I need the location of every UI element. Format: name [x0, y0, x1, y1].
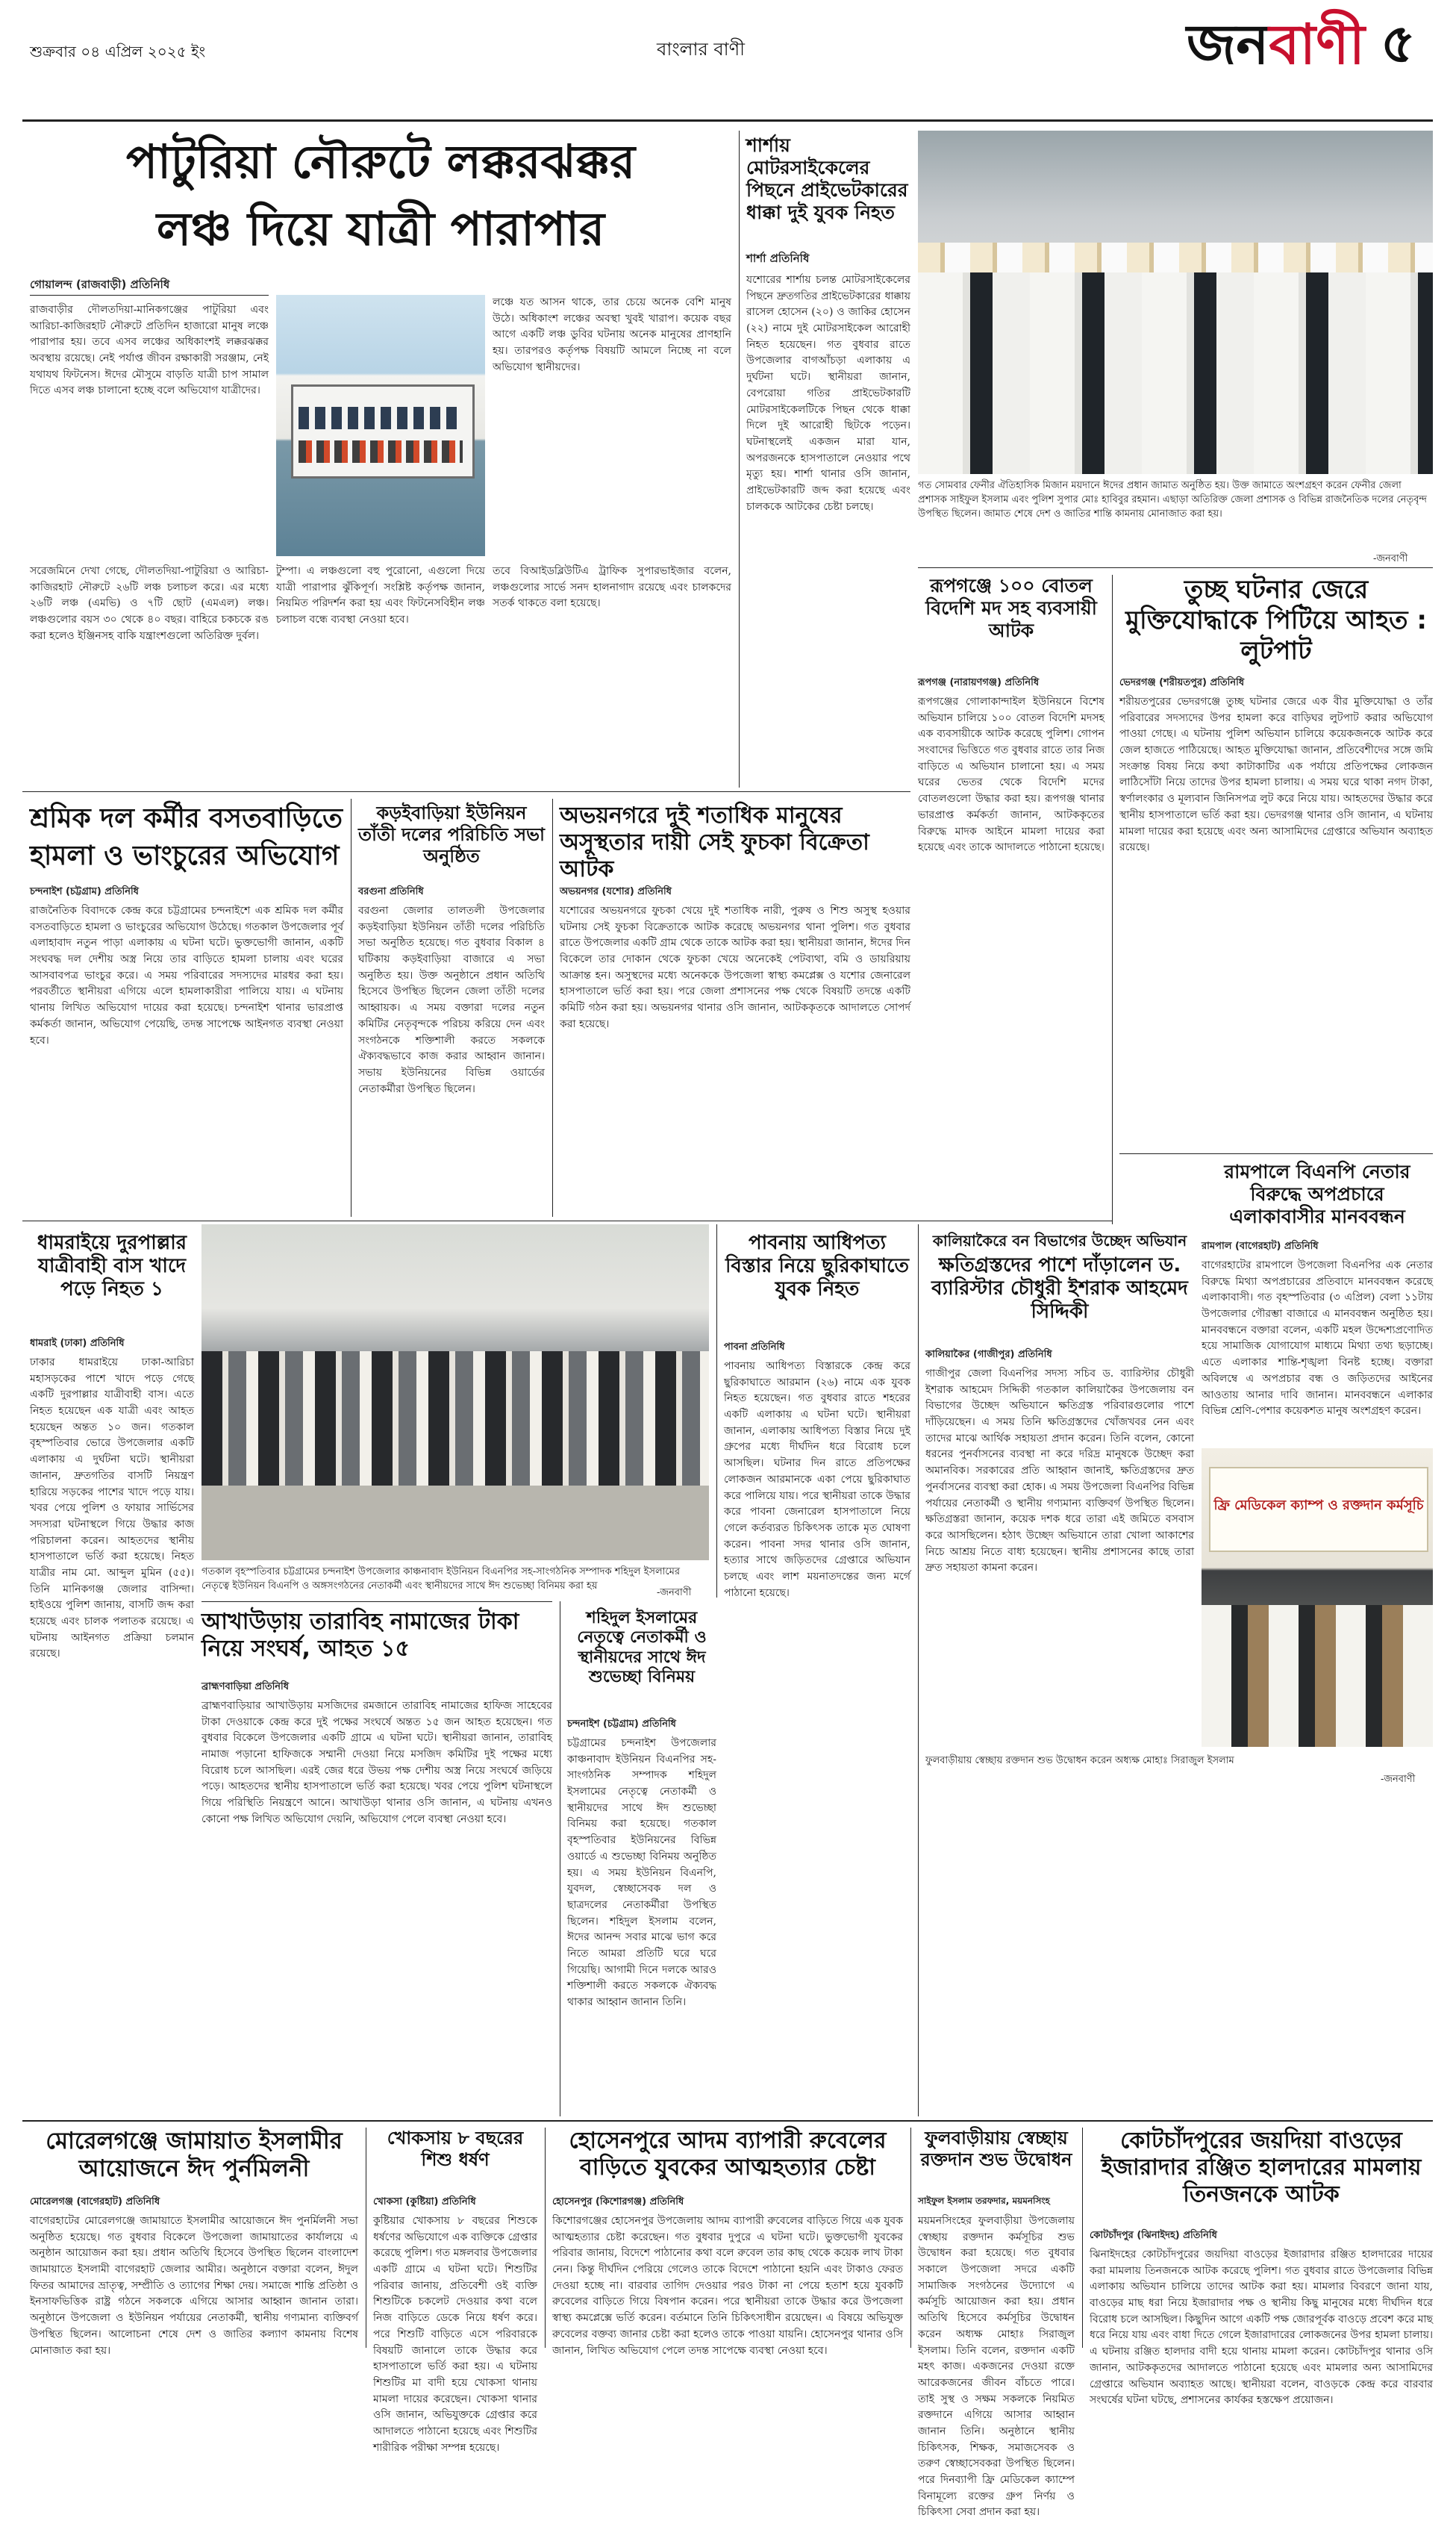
- byline-weavers: বরগুনা প্রতিনিধি: [358, 886, 424, 897]
- eid-prayer-photo: [918, 131, 1433, 474]
- byline-forest: কালিয়াকৈর (গাজীপুর) প্রতিনিধি: [925, 1349, 1052, 1360]
- headline-weavers: কড়ইবাড়িয়া ইউনিয়ন তাঁতী দলের পরিচিতি সভা অনুষ্ঠিত: [358, 803, 545, 867]
- column-rule: [918, 1224, 919, 2116]
- byline-fuchka: অভয়নগর (যশোর) প্রতিনিধি: [560, 886, 672, 897]
- byline-child: খোকসা (কুষ্টিয়া) প্রতিনিধি: [373, 2196, 476, 2207]
- headline-suicide: হোসেনপুরে আদম ব্যাপারী রুবেলের বাড়িতে যুবকের আত্মহত্যার চেষ্টা: [569, 2128, 887, 2181]
- headline-jamaat: মোরেলগঞ্জে জামায়াত ইসলামীর আয়োজনে ঈদ পুর্নমিলনী: [46, 2128, 343, 2183]
- byline-veteran: ভেদরগঞ্জ (শরীয়তপুর) প্রতিনিধি: [1119, 677, 1245, 688]
- blood-donation-photo: [1202, 1448, 1433, 1747]
- stab-body: পাবনায় আধিপত্য বিস্তারকে কেন্দ্র করে ছুরিকাঘাতে আরমান (২৬) নামে এক যুবক নিহত হয়েছেন। গত বুধবার রাতে শহরের একটি এলাকায় এ ঘটনা ঘটে। স্থানীয়রা জানান, এলাকায় আধিপত্য বিস্তার নিয়ে দুই গ্রুপের মধ্যে দীর্ঘদিন ধরে বিরোধ চলে আসছিল। ঘটনার দিন রাতে প্রতিপক্ষের লোকজন আরমানকে একা পেয়ে ছুরিকাঘাত করে পালিয়ে যায়। পরে স্থানীয়রা তাকে উদ্ধার করে পাবনা জেনারেল হাসপাতালে নিয়ে গেলে কর্তব্যরত চিকিৎসক তাকে মৃত ঘোষণা করেন। পাবনা সদর থানার ওসি জানান, হত্যার সাথে জড়িতদের গ্রেপ্তারে অভিযান চলছে এবং লাশ ময়নাতদন্তের জন্য মর্গে পাঠানো হয়েছে।: [724, 1360, 910, 1599]
- logo-part-2: বাণী: [1269, 13, 1365, 77]
- ferry-body-2: সরেজমিনে দেখা গেছে, দৌলতদিয়া-পাটুরিয়া ও আরিচা-কাজিরহাট নৌরুটে ২৬টি লঞ্চ চলাচল করে। এর মধ্যে ২৬টি লঞ্চ (এমভি) ও ৭টি ছোট (এমএল) লঞ্চ। লঞ্চগুলোর বয়স ৩০ থেকে ৪০ বছর। বাহিরে চকচকে রঙ করা হলেও ইঞ্জিনসহ বাকি যন্ত্রাংশগুলো অতিরিক্ত দুর্বল।: [30, 565, 269, 642]
- issue-date: শুক্রবার ০৪ এপ্রিল ২০২৫ ইং: [30, 43, 206, 60]
- headline-shahidul: শহিদুল ইসলামের নেতৃত্বে নেতাকর্মী ও স্থানীয়দের সাথে ঈদ শুভেচ্ছা বিনিময়: [577, 1609, 707, 1687]
- byline-blood: সাইফুল ইসলাম তরফদার, ময়মনসিংহ: [918, 2196, 1050, 2206]
- liquor-body: রূপগঞ্জের গোলাকান্দাইল ইউনিয়নে বিশেষ অভিযান চালিয়ে ১০০ বোতল বিদেশি মদসহ এক ব্যবসায়ীকে আটক করেছে পুলিশ। গোপন সংবাদের ভিত্তিতে গত বুধবার রাতে তার নিজ বাড়িতে এ অভিযান চালানো হয়। এ সময় ঘরের ভেতর থেকে বিদেশি মদের বোতলগুলো উদ্ধার করা হয়। রূপগঞ্জ থানার ভারপ্রাপ্ত কর্মকর্তা জানান, আটককৃতের বিরুদ্ধে মাদক আইনে মামলা দায়ের করা হয়েছে এবং তাকে আদালতে পাঠানো হয়েছে।: [918, 696, 1105, 854]
- headline-blood: ফুলবাড়ীয়ায় স্বেচ্ছায় রক্তদান শুভ উদ্বোধন: [920, 2128, 1072, 2170]
- headline-veteran: তুচ্ছ ঘটনার জেরে মুক্তিযোদ্ধাকে পিটিয়ে আহত : লুটপাট: [1125, 575, 1427, 666]
- section-rule: [918, 567, 1433, 568]
- eid-prayer-caption: গত সোমবার ফেনীর ঐতিহাসিক মিজান ময়দানে ঈদের প্রধান জামাত অনুষ্ঠিত হয়। উক্ত জামাতে অংশগ্রহণ করেন ফেনীর জেলা প্রশাসক সাইফুল ইসলাম এবং পুলিশ সুপার মোঃ হাবিবুর রহমান। এছাড়া অতিরিক্ত জেলা প্রশাসক ও বিভিন্ন রাজনৈতিক দলের নেতৃবৃন্দ উপস্থিত ছিলেন। জামাত শেষে দেশ ও জাতির শান্তি কামনায় মোনাজাত করা হয়।: [918, 480, 1427, 520]
- byline-bus: ধামরাই (ঢাকা) প্রতিনিধি: [30, 1338, 125, 1349]
- byline-taraweeh: ব্রাহ্মণবাড়িয়া প্রতিনিধি: [201, 1681, 290, 1692]
- byline-worker: চন্দনাইশ (চট্টগ্রাম) প্রতিনিধি: [30, 886, 139, 897]
- column-rule: [552, 799, 553, 1217]
- eid-prayer-credit: -জনবাণী: [1373, 553, 1408, 564]
- human-chain-photo: [201, 1224, 709, 1560]
- column-rule: [716, 1224, 717, 1598]
- page-number: ৫: [1381, 12, 1416, 75]
- ferry-body-4: টুম্পা। এ লঞ্চগুলো বহু পুরোনো, এগুলো দিয়ে যাত্রী পারাপার ঝুঁকিপূর্ণ। সংশ্লিষ্ট কর্তৃপক্ষ জানান, নিয়মিত পরিদর্শন করা হয় এবং ফিটনেসবিহীন লঞ্চ চলাচল বন্ধে ব্যবস্থা নেওয়া হবে।: [276, 565, 485, 626]
- human-chain-caption: গতকাল বৃহস্পতিবার চট্টগ্রামের চন্দনাইশ উপজেলার কাঞ্চনাবাদ ইউনিয়ন বিএনপির সহ-সাংগঠনিক সম্পাদক শহিদুল ইসলামের নেতৃত্বে ইউনিয়ন বিএনপি ও অঙ্গসংগঠনের নেতাকর্মী এবং স্থানীয়দের সাথে ঈদ শুভেচ্ছা বিনিময় করা হয়: [201, 1566, 681, 1592]
- ferry-body-1: রাজবাড়ীর দৌলতদিয়া-মানিকগঞ্জের পাটুরিয়া এবং আরিচা-কাজিরহাট নৌরুটে প্রতিদিন হাজারো মানুষ লঞ্চে পারাপার হয়। তবে এসব লঞ্চের অধিকাংশই লক্করঝক্কর অবস্থায় রয়েছে। নেই পর্যাপ্ত জীবন রক্ষাকারী সরঞ্জাম, নেই যথাযথ ফিটনেস। ঈদের মৌসুমে বাড়তি যাত্রী চাপ সামাল দিতে এসব লঞ্চ চালানো হচ্ছে বলে অভিযোগ যাত্রীদের।: [30, 304, 269, 397]
- weavers-body: বরগুনা জেলার তালতলী উপজেলার কড়ইবাড়িয়া ইউনিয়ন তাঁতী দলের পরিচিতি সভা অনুষ্ঠিত হয়েছে। গত বুধবার বিকাল ৪ ঘটিকায় কড়ইবাড়িয়া বাজারে এ সভা অনুষ্ঠিত হয়। উক্ত অনুষ্ঠানে প্রধান অতিথি হিসেবে উপস্থিত ছিলেন জেলা তাঁতী দলের আহ্বায়ক। এ সময় বক্তারা দলের নতুন কমিটির নেতৃবৃন্দকে পরিচয় করিয়ে দেন এবং সংগঠনকে শক্তিশালী করতে সকলকে ঐক্যবদ্ধভাবে কাজ করার আহ্বান জানান। সভায় ইউনিয়নের বিভিন্ন ওয়ার্ডের নেতাকর্মীরা উপস্থিত ছিলেন।: [358, 905, 545, 1095]
- headline-taraweeh: আখাউড়ায় তারাবিহ নামাজের টাকা নিয়ে সংঘর্ষ, আহত ১৫: [201, 1609, 519, 1662]
- headline-ferry-1: পাটুরিয়া নৌরুটে লক্করঝক্কর: [125, 134, 636, 189]
- headline-child: খোকসায় ৮ বছরের শিশু ধর্ষণ: [387, 2128, 524, 2170]
- headline-liquor: রূপগঞ্জে ১০০ বোতল বিদেশি মদ সহ ব্যবসায়ী আটক: [925, 575, 1097, 641]
- taraweeh-body: ব্রাহ্মণবাড়িয়ার আখাউড়ায় মসজিদের রমজানে তারাবিহ নামাজের হাফিজ সাহেবের টাকা দেওয়াকে কেন্দ্র করে দুই পক্ষের সংঘর্ষে অন্তত ১৫ জন আহত হয়েছেন। গত বুধবার বিকেলে উপজেলার একটি গ্রামে এ ঘটনা ঘটে। স্থানীয়রা জানান, তারাবিহ নামাজ পড়ানো হাফিজকে সম্মানী দেওয়া নিয়ে মসজিদ কমিটির দুই পক্ষের মধ্যে বিরোধ চলে আসছিল। এরই জের ধরে উভয় পক্ষ দেশীয় অস্ত্র নিয়ে সংঘর্ষে জড়িয়ে পড়ে। আহতদের স্থানীয় হাসপাতালে ভর্তি করা হয়েছে। খবর পেয়ে পুলিশ ঘটনাস্থলে গিয়ে পরিস্থিতি নিয়ন্ত্রণে আনে। আখাউড়া থানার ওসি জানান, এ ঘটনায় এখনও কোনো পক্ষ লিখিত অভিযোগ দেয়নি, অভিযোগ পেলে ব্যবস্থা নেওয়া হবে।: [201, 1700, 552, 1825]
- headline-bus: ধামরাইয়ে দুরপাল্লার যাত্রীবাহী বাস খাদে পড়ে নিহত ১: [37, 1232, 187, 1301]
- byline-liquor: রূপগঞ্জ (নারায়ণগঞ্জ) প্রতিনিধি: [918, 677, 1040, 688]
- headline-ferry-2: লঞ্চ দিয়ে যাত্রী পারাপার: [156, 202, 605, 256]
- ferry-photo: [276, 295, 485, 556]
- byline-suicide: হোসেনপুর (কিশোরগঞ্জ) প্রতিনিধি: [552, 2196, 684, 2207]
- kicker-forest: কালিয়াকৈরে বন বিভাগের উচ্ছেদ অভিযান: [932, 1232, 1187, 1250]
- column-rule: [739, 131, 740, 788]
- column-rule: [545, 2128, 546, 2348]
- ferry-body-5: তবে বিআইডব্লিউটিএ ট্রাফিক সুপারভাইজার বলেন, লঞ্চগুলোর সার্ভে সনদ হালনাগাদ রয়েছে এবং চালকদের সতর্ক থাকতে বলা হয়েছে।: [493, 565, 731, 610]
- headline-worker-1: শ্রমিক দল কর্মীর বসতবাড়িতে: [30, 803, 343, 834]
- newspaper-logo[interactable]: [1187, 15, 1365, 75]
- section-rule: [22, 2120, 1433, 2122]
- forest-body: গাজীপুর জেলা বিএনপির সদস্য সচিব ড. ব্যারিস্টার চৌধুরী ইশরাক আহমেদ সিদ্দিকী গতকাল কালিয়াকৈর উপজেলায় বন বিভাগের উচ্ছেদ অভিযানে ক্ষতিগ্রস্ত পরিবারগুলোর পাশে দাঁড়িয়েছেন। এ সময় তিনি ক্ষতিগ্রস্তদের খোঁজখবর নেন এবং তাদের মাঝে আর্থিক সহায়তা প্রদান করেন। তিনি বলেন, কোনো ধরনের পুনর্বাসনের ব্যবস্থা না করে দরিদ্র মানুষকে উচ্ছেদ করা অমানবিক। সরকারের প্রতি আহ্বান জানাই, ক্ষতিগ্রস্তদের দ্রুত পুনর্বাসনের ব্যবস্থা করা হোক। এ সময় উপজেলা বিএনপির বিভিন্ন পর্যায়ের নেতাকর্মী ও স্থানীয় গণ্যমান্য ব্যক্তিবর্গ উপস্থিত ছিলেন। ক্ষতিগ্রস্তরা জানান, কয়েক দশক ধরে তারা এই জমিতে বসবাস করে আসছিলেন। হঠাৎ উচ্ছেদ অভিযানে তারা খোলা আকাশের নিচে আশ্রয় নিতে বাধ্য হয়েছেন। স্থানীয় প্রশাসনের কাছে তারা দ্রুত সহায়তা কামনা করেন।: [925, 1368, 1194, 1574]
- bike-body: যশোরের শার্শায় চলন্ত মোটরসাইকেলের পিছনে দ্রুতগতির প্রাইভেটকারের ধাক্কায় রাসেল হোসেন (২০) ও জাকির হোসেন (২২) নামে দুই মোটরসাইকেল আরোহী নিহত হয়েছেন। গত বুধবার রাতে উপজেলার বাগআঁচড়া এলাকায় এ দুর্ঘটনা ঘটে। স্থানীয়রা জানান, বেপরোয়া গতির প্রাইভেটকারটি মোটরসাইকেলটিকে পিছন থেকে ধাক্কা দিলে দুই আরোহী ছিটকে পড়েন। ঘটনাস্থলেই একজন মারা যান, অপরজনকে হাসপাতালে নেওয়ার পথে মৃত্যু হয়। শার্শা থানার ওসি জানান, প্রাইভেটকারটি জব্দ করা হয়েছে এবং চালককে আটকের চেষ্টা চলছে।: [746, 274, 910, 513]
- headline-forest: ক্ষতিগ্রস্তদের পাশে দাঁড়ালেন ড. ব্যারিস্টার চৌধুরী ইশরাক আহমেদ সিদ্দিকী: [931, 1254, 1188, 1324]
- blood-body: ময়মনসিংহের ফুলবাড়ীয়া উপজেলায় স্বেচ্ছায় রক্তদান কর্মসূচির শুভ উদ্বোধন করা হয়েছে। গত বুধবার সকালে উপজেলা সদরে একটি সামাজিক সংগঠনের উদ্যোগে এ কর্মসূচি আয়োজন করা হয়। প্রধান অতিথি হিসেবে কর্মসূচির উদ্বোধন করেন অধ্যক্ষ মোহাঃ সিরাজুল ইসলাম। তিনি বলেন, রক্তদান একটি মহৎ কাজ। একজনের দেওয়া রক্তে আরেকজনের জীবন বাঁচতে পারে। তাই সুস্থ ও সক্ষম সকলকে নিয়মিত রক্তদানে এগিয়ে আসার আহ্বান জানান তিনি। অনুষ্ঠানে স্থানীয় চিকিৎসক, শিক্ষক, সমাজসেবক ও তরুণ স্বেচ্ছাসেবকরা উপস্থিত ছিলেন। পরে দিনব্যাপী ফ্রি মেডিকেল ক্যাম্পে বিনামূল্যে রক্তের গ্রুপ নির্ণয় ও চিকিৎসা সেবা প্রদান করা হয়।: [918, 2215, 1075, 2519]
- byline-shahidul: চন্দনাইশ (চট্টগ্রাম) প্রতিনিধি: [567, 1718, 676, 1730]
- headline-rampal: রামপালে বিএনপি নেতার বিরুদ্ধে অপপ্রচারে এলাকাবাসীর মানববন্ধন: [1224, 1161, 1410, 1227]
- byline-rule: [30, 295, 269, 296]
- column-rule: [1082, 2128, 1083, 2348]
- byline-rampal: রামপাল (বাগেরহাট) প্রতিনিধি: [1202, 1241, 1319, 1252]
- veteran-body: শরীয়তপুরের ভেদরগঞ্জে তুচ্ছ ঘটনার জেরে এক বীর মুক্তিযোদ্ধা ও তাঁর পরিবারের সদস্যদের উপর হামলা করে বাড়িঘর লুটপাট করার অভিযোগ পাওয়া গেছে। এ ঘটনায় পুলিশ অভিযান চালিয়ে কয়েকজনকে আটক করে জেল হাজতে পাঠিয়েছে। আহত মুক্তিযোদ্ধা জানান, প্রতিবেশীদের সঙ্গে জমি সংক্রান্ত বিষয় নিয়ে কথা কাটাকাটির এক পর্যায়ে প্রতিপক্ষের লোকজন লাঠিসোঁটা নিয়ে তাদের উপর হামলা চালায়। এ সময় ঘরে থাকা নগদ টাকা, স্বর্ণালংকার ও মূল্যবান জিনিসপত্র লুট করে নিয়ে যায়। আহতদের উদ্ধার করে স্থানীয় হাসপাতালে ভর্তি করা হয়। ভেদরগঞ্জ থানার ওসি জানান, এ ঘটনায় মামলা দায়ের করা হয়েছে এবং অন্য আসামিদের গ্রেপ্তারে অভিযান অব্যাহত রয়েছে।: [1119, 696, 1433, 854]
- rampal-body: বাগেরহাটের রামপালে উপজেলা বিএনপির এক নেতার বিরুদ্ধে মিথ্যা অপপ্রচারের প্রতিবাদে মানববন্ধন করেছে এলাকাবাসী। গত বৃহস্পতিবার (৩ এপ্রিল) বেলা ১১টায় উপজেলার গৌরম্ভা বাজারে এ মানববন্ধন অনুষ্ঠিত হয়। মানববন্ধনে বক্তারা বলেন, একটি মহল উদ্দেশ্যপ্রণোদিত হয়ে সামাজিক যোগাযোগ মাধ্যমে মিথ্যা তথ্য ছড়াচ্ছে। এতে এলাকার শান্তি-শৃঙ্খলা বিনষ্ট হচ্ছে। বক্তারা অবিলম্বে এ অপপ্রচার বন্ধ ও জড়িতদের আইনের আওতায় আনার দাবি জানান। মানববন্ধনে এলাকার বিভিন্ন শ্রেণি-পেশার কয়েকশত মানুষ অংশগ্রহণ করেন।: [1202, 1259, 1433, 1418]
- fuchka-body: যশোরের অভয়নগরে ফুচকা খেয়ে দুই শতাধিক নারী, পুরুষ ও শিশু অসুস্থ হওয়ার ঘটনায় সেই ফুচকা বিক্রেতাকে আটক করেছে অভয়নগর থানা পুলিশ। গত বুধবার রাতে উপজেলার একটি গ্রাম থেকে তাকে আটক করা হয়। স্থানীয়রা জানান, ঈদের দিন বিকেলে তার দোকান থেকে ফুচকা খেয়ে অনেকেই পেটব্যথা, বমি ও ডায়রিয়ায় আক্রান্ত হন। অসুস্থদের মধ্যে অনেককে উপজেলা স্বাস্থ্য কমপ্লেক্স ও যশোর জেনারেল হাসপাতালে ভর্তি করা হয়। পরে জেলা প্রশাসনের পক্ষ থেকে বিষয়টি তদন্তে একটি কমিটি গঠন করা হয়। অভয়নগর থানার ওসি জানান, আটককৃতকে আদালতে সোপর্দ করা হয়েছে।: [560, 905, 910, 1030]
- headline-jaydia: কোটচাঁদপুরের জয়দিয়া বাওড়ের ইজারাদার রঞ্জিত হালদারের মামলায় তিনজনকে আটক: [1101, 2128, 1422, 2207]
- jamaat-body: বাগেরহাটের মোরেলগঞ্জে জামায়াতে ইসলামীর আয়োজনে ঈদ পুনর্মিলনী সভা অনুষ্ঠিত হয়েছে। গত বুধবার বিকেলে উপজেলা জামায়াতের কার্যালয়ে এ অনুষ্ঠান আয়োজন করা হয়। প্রধান অতিথি হিসেবে উপস্থিত ছিলেন বাংলাদেশ জামায়াতে ইসলামী বাগেরহাট জেলার আমীর। অনুষ্ঠানে বক্তারা বলেন, ঈদুল ফিতর আমাদের ভ্রাতৃত্ব, সম্প্রীতি ও ত্যাগের শিক্ষা দেয়। সমাজে শান্তি প্রতিষ্ঠা ও ইনসাফভিত্তিক রাষ্ট্র গঠনে সকলকে এগিয়ে আসার আহ্বান জানান তারা। অনুষ্ঠানে উপজেলা ও ইউনিয়ন পর্যায়ের নেতাকর্মী, স্থানীয় গণ্যমান্য ব্যক্তিবর্গ উপস্থিত ছিলেন। আলোচনা শেষে দেশ ও জাতির কল্যাণ কামনায় বিশেষ মোনাজাত করা হয়।: [30, 2215, 358, 2357]
- child-body: কুষ্টিয়ার খোকসায় ৮ বছরের শিশুকে ধর্ষণের অভিযোগে এক ব্যক্তিকে গ্রেপ্তার করেছে পুলিশ। গত মঙ্গলবার উপজেলার একটি গ্রামে এ ঘটনা ঘটে। শিশুটির পরিবার জানায়, প্রতিবেশী ওই ব্যক্তি শিশুটিকে চকলেট দেওয়ার কথা বলে নিজ বাড়িতে ডেকে নিয়ে ধর্ষণ করে। পরে শিশুটি বাড়িতে এসে পরিবারকে বিষয়টি জানালে তাকে উদ্ধার করে হাসপাতালে ভর্তি করা হয়। এ ঘটনায় শিশুটির মা বাদী হয়ে খোকসা থানায় মামলা দায়ের করেছেন। খোকসা থানার ওসি জানান, অভিযুক্তকে গ্রেপ্তার করে আদালতে পাঠানো হয়েছে এবং শিশুটির শারীরিক পরীক্ষা সম্পন্ন হয়েছে।: [373, 2215, 537, 2454]
- worker-body: রাজনৈতিক বিবাদকে কেন্দ্র করে চট্টগ্রামের চন্দনাইশে এক শ্রমিক দল কর্মীর বসতবাড়িতে হামলা ও ভাংচুরের অভিযোগ উঠেছে। গতকাল উপজেলার পূর্ব এলাহাবাদ নতুন পাড়া এলাকায় এ ঘটনা ঘটে। ভুক্তভোগী জানান, একটি সংঘবদ্ধ দল দেশীয় অস্ত্র নিয়ে তার বাড়িতে হামলা চালায় এবং ঘরের আসবাবপত্র ভাংচুর করে। এ সময় পরিবারের সদস্যদের মারধর করা হয়। পরবর্তীতে স্থানীয়রা এগিয়ে এলে হামলাকারীরা পালিয়ে যায়। এ ঘটনায় থানায় লিখিত অভিযোগ দায়ের করা হয়েছে। চন্দনাইশ থানার ভারপ্রাপ্ত কর্মকর্তা জানান, অভিযোগ পেয়েছি, তদন্ত সাপেক্ষে আইনগত ব্যবস্থা নেওয়া হবে।: [30, 905, 343, 1047]
- byline-stab: পাবনা প্রতিনিধি: [724, 1341, 785, 1353]
- human-chain-credit: -জনবাণী: [657, 1587, 692, 1598]
- ferry-body-3: লঞ্চে যত আসন থাকে, তার চেয়ে অনেক বেশি মানুষ উঠে। অধিকাংশ লঞ্চের অবস্থা খুবই খারাপ। কয়েক বছর আগে একটি লঞ্চ ডুবির ঘটনায় অনেক মানুষের প্রাণহানি হয়। তারপরও কর্তৃপক্ষ বিষয়টি আমলে নিচ্ছে না বলে অভিযোগ স্থানীয়দের।: [493, 296, 731, 373]
- section-rule: [22, 791, 910, 792]
- byline-bike: শার্শা প্রতিনিধি: [746, 252, 810, 265]
- headline-worker-2: হামলা ও ভাংচুরের অভিযোগ: [30, 841, 340, 871]
- blood-photo-caption: ফুলবাড়ীয়ায় স্বেচ্ছায় রক্তদান শুভ উদ্বোধন করেন অধ্যক্ষ মোহাঃ সিরাজুল ইসলাম: [925, 1755, 1234, 1766]
- jaydia-body: ঝিনাইদহের কোটচাঁদপুরের জয়দিয়া বাওড়ের ইজারাদার রঞ্জিত হালদারের দায়ের করা মামলায় তিনজনকে আটক করেছে পুলিশ। গত বুধবার রাতে উপজেলার বিভিন্ন এলাকায় অভিযান চালিয়ে তাদের আটক করা হয়। মামলার বিবরণে জানা যায়, বাওড়ের মাছ ধরা নিয়ে ইজারাদার পক্ষ ও স্থানীয় কিছু মানুষের মধ্যে দীর্ঘদিন ধরে বিরোধ চলে আসছিল। কিছুদিন আগে একটি পক্ষ জোরপূর্বক বাওড়ে প্রবেশ করে মাছ ধরে নিয়ে যায় এবং বাধা দিতে গেলে ইজারাদারের লোকজনের উপর হামলা চালায়। এ ঘটনায় রঞ্জিত হালদার বাদী হয়ে থানায় মামলা করেন। কোটচাঁদপুর থানার ওসি জানান, আটককৃতদের আদালতে পাঠানো হয়েছে এবং মামলার অন্য আসামিদের গ্রেপ্তারে অভিযান অব্যাহত আছে। স্থানীয়রা বলেন, বাওড়কে কেন্দ্র করে বারবার সংঘর্ষের ঘটনা ঘটছে, প্রশাসনের কার্যকর হস্তক্ষেপ প্রয়োজন।: [1090, 2249, 1433, 2407]
- masthead-rule: [22, 119, 1433, 122]
- byline-jamaat: মোরেলগঞ্জ (বাগেরহাট) প্রতিনিধি: [30, 2196, 160, 2207]
- suicide-body: কিশোরগঞ্জের হোসেনপুর উপজেলায় আদম ব্যাপারী রুবেলের বাড়িতে গিয়ে এক যুবক আত্মহত্যার চেষ্টা করেছেন। গত বুধবার দুপুরে এ ঘটনা ঘটে। ভুক্তভোগী যুবকের পরিবার জানায়, বিদেশে পাঠানোর কথা বলে রুবেল তার কাছ থেকে কয়েক লাখ টাকা নেন। কিন্তু দীর্ঘদিন পেরিয়ে গেলেও তাকে বিদেশে পাঠানো হয়নি এবং টাকাও ফেরত দেওয়া হচ্ছে না। বারবার তাগিদ দেওয়ার পরও টাকা না পেয়ে হতাশ হয়ে যুবকটি রুবেলের বাড়িতে গিয়ে বিষপান করেন। পরে স্থানীয়রা তাকে উদ্ধার করে উপজেলা স্বাস্থ্য কমপ্লেক্সে ভর্তি করেন। বর্তমানে তিনি চিকিৎসাধীন রয়েছেন। এ বিষয়ে অভিযুক্ত রুবেলের বক্তব্য জানার চেষ্টা করা হলেও তাকে পাওয়া যায়নি। হোসেনপুর থানার ওসি জানান, লিখিত অভিযোগ পেলে তদন্ত সাপেক্ষে ব্যবস্থা নেওয়া হবে।: [552, 2215, 903, 2357]
- blood-banner-text: ফ্রি মেডিকেল ক্যাম্প ও রক্তদান কর্মসূচি: [1213, 1498, 1424, 1513]
- column-rule: [1112, 575, 1113, 1224]
- logo-part-1: জন: [1187, 13, 1269, 77]
- column-rule: [910, 2128, 911, 2348]
- byline-ferry: গোয়ালন্দ (রাজবাড়ী) প্রতিনিধি: [30, 278, 170, 291]
- section-rule: [1119, 1153, 1433, 1154]
- headline-fuchka: অভয়নগরে দুই শতাধিক মানুষের অসুস্থতার দায়ী সেই ফুচকা বিক্রেতা আটক: [560, 803, 869, 882]
- shahidul-body: চট্টগ্রামের চন্দনাইশ উপজেলার কাঞ্চনাবাদ ইউনিয়ন বিএনপির সহ-সাংগঠনিক সম্পাদক শহিদুল ইসলামের নেতৃত্বে নেতাকর্মী ও স্থানীয়দের সাথে ঈদ শুভেচ্ছা বিনিময় করা হয়েছে। গতকাল বৃহস্পতিবার ইউনিয়নের বিভিন্ন ওয়ার্ডে এ শুভেচ্ছা বিনিময় অনুষ্ঠিত হয়। এ সময় ইউনিয়ন বিএনপি, যুবদল, স্বেচ্ছাসেবক দল ও ছাত্রদলের নেতাকর্মীরা উপস্থিত ছিলেন। শহিদুল ইসলাম বলেন, ঈদের আনন্দ সবার মাঝে ভাগ করে নিতে আমরা প্রতিটি ঘরে ঘরে গিয়েছি। আগামী দিনে দলকে আরও শক্তিশালী করতে সকলকে ঐক্যবদ্ধ থাকার আহ্বান জানান তিনি।: [567, 1737, 716, 2008]
- section-label: বাংলার বাণী: [657, 39, 746, 60]
- headline-bike: শার্শায় মোটরসাইকেলের পিছনে প্রাইভেটকারের ধাক্কা দুই যুবক নিহত: [746, 134, 908, 223]
- headline-stab: পাবনায় আধিপত্য বিস্তার নিয়ে ছুরিকাঘাতে যুবক নিহত: [725, 1232, 910, 1301]
- byline-jaydia: কোটচাঁদপুর (ঝিনাইদহ) প্রতিনিধি: [1090, 2230, 1217, 2241]
- bus-body: ঢাকার ধামরাইয়ে ঢাকা-আরিচা মহাসড়কের পাশে খাদে পড়ে গেছে একটি দুরপাল্লার যাত্রীবাহী বাস। এতে নিহত হয়েছেন এক যাত্রী এবং আহত হয়েছেন অন্তত ১০ জন। গতকাল বৃহস্পতিবার ভোরে উপজেলার একটি এলাকায় এ দুর্ঘটনা ঘটে। স্থানীয়রা জানান, দ্রুতগতির বাসটি নিয়ন্ত্রণ হারিয়ে সড়কের পাশের খাদে পড়ে যায়। খবর পেয়ে পুলিশ ও ফায়ার সার্ভিসের সদস্যরা ঘটনাস্থলে গিয়ে উদ্ধার কাজ পরিচালনা করেন। আহতদের স্থানীয় হাসপাতালে ভর্তি করা হয়েছে। নিহত যাত্রীর নাম মো. আব্দুল মুমিন (৫৫)। তিনি মানিকগঞ্জ জেলার বাসিন্দা। হাইওয়ে পুলিশ জানায়, বাসটি জব্দ করা হয়েছে এবং চালক পলাতক রয়েছে। এ ঘটনায় আইনগত প্রক্রিয়া চলমান রয়েছে।: [30, 1356, 194, 1660]
- section-rule: [201, 1601, 552, 1602]
- blood-photo-credit: -জনবাণী: [1381, 1774, 1416, 1785]
